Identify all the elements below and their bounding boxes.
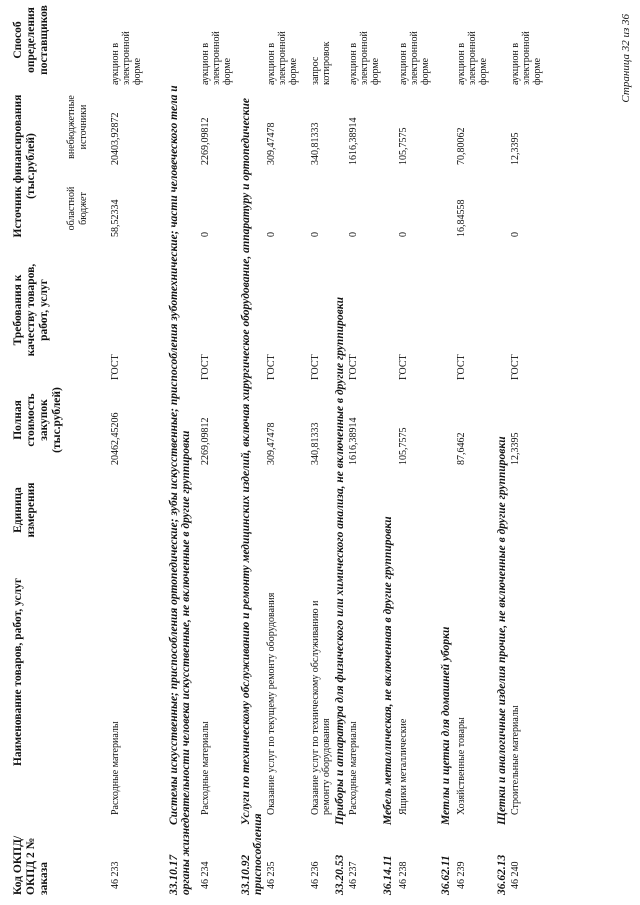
funding-extra: 1616,38914 [348,117,359,165]
item-requirements: ГОСТ [200,354,211,380]
group-code: 33.10.92 [240,854,252,895]
group-code: 33.20.53 [334,854,346,895]
header-total: Полная стоимость закупок (тыс.рублей) [12,387,63,453]
group-code: 36.62.13 [496,854,508,895]
order-number: 46 240 [510,861,521,889]
header-funding-extra: внебюджетные источники [66,95,89,159]
item-name: Хозяйственные товары [456,717,467,815]
procurement-method: аукцион в электронной форме [510,31,543,85]
item-requirements: ГОСТ [348,354,359,380]
item-requirements: ГОСТ [510,354,521,380]
header-funding: Источник финансирования (тыс.рублей) [12,94,37,238]
order-number: 46 234 [200,861,211,889]
funding-regional: 0 [310,232,321,237]
group-header [496,75,508,895]
funding-extra: 2269,09812 [200,117,211,165]
item-name: Расходные материалы [200,721,211,815]
item-name: Расходные материалы [110,721,121,815]
funding-regional: 0 [348,232,359,237]
group-code: 36.14.11 [382,855,394,895]
item-total: 340,81333 [310,422,321,465]
group-title: Приборы и аппаратура для физического или химического анализа, не включенные в другие группировки [334,297,346,825]
header-name: Наименование товаров, работ, услуг [12,577,24,767]
funding-extra: 70,80062 [456,127,467,165]
header-method: Способ определения поставщиков [12,5,50,75]
procurement-method: аукцион в электронной форме [110,31,143,85]
group-title: Щетки и аналогичные изделия прочие, не включенные в другие группировки [496,436,508,825]
order-number: 46 236 [310,861,321,889]
item-name: Расходные материалы [348,721,359,815]
item-requirements: ГОСТ [456,354,467,380]
order-number: 46 237 [348,861,359,889]
funding-regional: 0 [266,232,277,237]
funding-regional: 16,84558 [456,199,467,237]
group-header [240,75,264,895]
group-header [440,75,452,895]
item-name: Строительные материалы [510,705,521,815]
procurement-method: аукцион в электронной форме [200,31,233,85]
item-requirements: ГОСТ [266,354,277,380]
item-total: 12,3395 [510,432,521,465]
funding-extra: 20403,92872 [110,112,121,165]
order-number: 46 239 [456,861,467,889]
group-header [382,75,394,895]
group-code: 33.10.17 [168,854,180,895]
item-name: Оказание услуг по техническому обслуживанию и ремонту оборудования [310,600,332,815]
group-title: Мебель металлическая, не включенная в другие группировки [382,516,394,825]
funding-regional: 58,52334 [110,199,121,237]
procurement-method: запрос котировок [310,41,332,85]
group-code: 36.62.11 [440,855,452,895]
item-requirements: ГОСТ [310,354,321,380]
order-number: 46 238 [398,861,409,889]
group-title: Услуги по техническому обслуживанию и ремонту медицинских изделий, включая хирургическое оборудование, аппаратуру и ортопедические приспособления [240,98,264,895]
item-total: 2269,09812 [200,417,211,465]
group-header [168,75,192,895]
header-unit: Единица измерения [12,482,37,538]
item-total: 20462,45206 [110,412,121,465]
funding-extra: 105,7575 [398,127,409,165]
item-requirements: ГОСТ [110,354,121,380]
funding-extra: 340,81333 [310,122,321,165]
procurement-method: аукцион в электронной форме [266,31,299,85]
header-requirements: Требования к качеству товаров, работ, услуг [12,263,50,357]
item-requirements: ГОСТ [398,354,409,380]
group-title: Системы искусственные; приспособления ортопедические; зубы искусственные; приспособления зуботехнические; части человеческого тела и органы жизнедеятельности человека искусственные, не включенные в другие группировки [168,85,192,895]
funding-regional: 0 [200,232,211,237]
item-total: 87,6462 [456,432,467,465]
item-name: Оказание услуг по текущему ремонту оборудования [266,592,277,815]
funding-regional: 0 [398,232,409,237]
funding-regional: 0 [510,232,521,237]
item-name: Ящики металлические [398,718,409,815]
header-funding-regional: областной бюджет [66,186,89,231]
order-number: 46 233 [110,861,121,889]
funding-extra: 12,3395 [510,132,521,165]
group-title: Метлы и щетки для домашней уборки [440,626,452,825]
page-number: Страница 32 из 36 [620,14,632,103]
procurement-method: аукцион в электронной форме [456,31,489,85]
order-number: 46 235 [266,861,277,889]
procurement-method: аукцион в электронной форме [398,31,431,85]
item-total: 309,47478 [266,422,277,465]
item-total: 1616,38914 [348,417,359,465]
item-total: 105,7575 [398,427,409,465]
funding-extra: 309,47478 [266,122,277,165]
group-header [334,75,346,895]
procurement-method: аукцион в электронной форме [348,31,381,85]
header-code: Код ОКПД/ ОКПД 2 № заказа [12,835,50,895]
